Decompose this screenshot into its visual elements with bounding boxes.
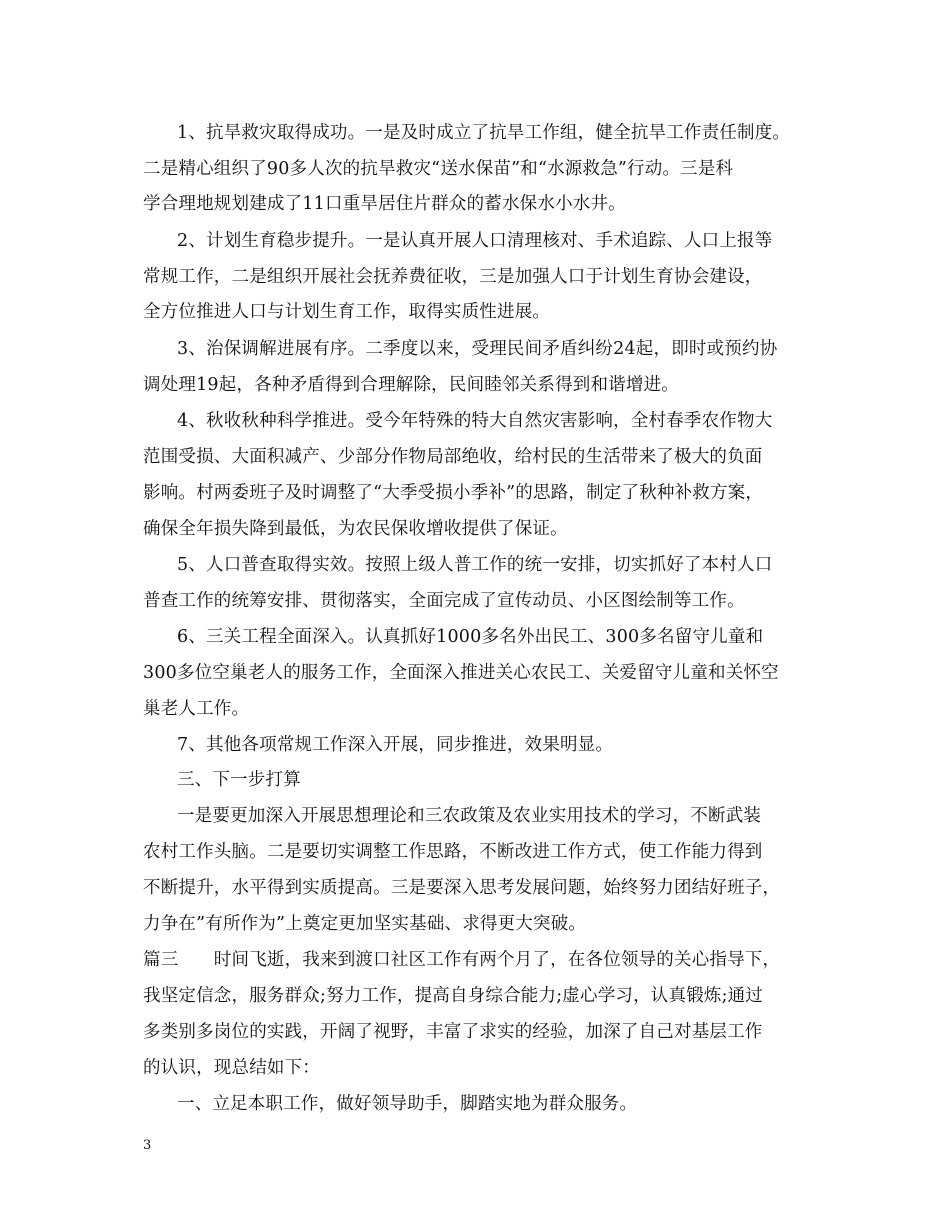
section-heading: 一、立足本职工作，做好领导助手，脚踏实地为群众服务。: [177, 1094, 638, 1114]
paragraph-line: 5、人口普查取得实效。按照上级人普工作的统一安排，切实抓好了本村人口: [177, 555, 773, 575]
paragraph-line: 6、三关工程全面深入。认真抓好1000多名外出民工、300多名留守儿童和: [177, 627, 764, 647]
paragraph-line: 力争在”有所作为”上奠定更加坚实基础、求得更大突破。: [143, 914, 587, 934]
paragraph-line: 范围受损、大面积减产、少部分作物局部绝收，给村民的生活带来了极大的负面: [143, 447, 763, 467]
paragraph-line: 确保全年损失降到最低，为农民保收增收提供了保证。: [143, 519, 568, 539]
paragraph-line: 全方位推进人口与计划生育工作，取得实质性进展。: [143, 302, 551, 322]
paragraph-line: 常规工作，二是组织开展社会抚养费征收，三是加强人口于计划生育协会建设，: [143, 267, 763, 287]
paragraph-line: 不断提升，水平得到实质提高。三是要深入思考发展问题，始终努力团结好班子，: [143, 878, 781, 898]
paragraph-line: 学合理地规划建成了11口重旱居住片群众的蓄水保水小水井。: [143, 194, 626, 214]
paragraph-line: 7、其他各项常规工作深入开展，同步推进，效果明显。: [177, 735, 614, 755]
paragraph-line: 2、计划生育稳步提升。一是认真开展人口清理核对、手术追踪、人口上报等: [177, 231, 773, 251]
paragraph-line: 300多位空巢老人的服务工作，全面深入推进关心农民工、关爱留守儿童和关怀空: [143, 663, 779, 683]
paragraph-line: 一是要更加深入开展思想理论和三农政策及农业实用技术的学习，不断武装: [177, 806, 762, 826]
paragraph-line: 4、秋收秋种科学推进。受今年特殊的特大自然灾害影响，全村春季农作物大: [177, 411, 773, 431]
paragraph-line: 二是精心组织了90多人次的抗旱救灾“送水保苗”和“水源救急”行动。三是科: [143, 159, 734, 179]
paragraph-line: 的认识，现总结如下：: [143, 1058, 320, 1078]
paragraph-line: 篇三 时间飞逝，我来到渡口社区工作有两个月了，在各位领导的关心指导下，: [143, 950, 781, 970]
page-number: 3: [143, 1138, 152, 1153]
paragraph-line: 巢老人工作。: [143, 699, 250, 719]
paragraph-line: 影响。村两委班子及时调整了“大季受损小季补”的思路，制定了秋种补救方案，: [143, 483, 764, 503]
paragraph-line: 调处理19起，各种矛盾得到合理解除，民间睦邻关系得到和谐增进。: [143, 375, 679, 395]
section-heading: 三、下一步打算: [177, 770, 301, 790]
paragraph-line: 1、抗旱救灾取得成功。一是及时成立了抗旱工作组，健全抗旱工作责任制度。: [177, 123, 791, 143]
paragraph-line: 多类别多岗位的实践，开阔了视野，丰富了求实的经验，加深了自己对基层工作: [143, 1022, 763, 1042]
paragraph-line: 我坚定信念，服务群众;努力工作，提高自身综合能力;虚心学习，认真锻炼;通过: [143, 986, 764, 1006]
paragraph-line: 普查工作的统筹安排、贯彻落实，全面完成了宣传动员、小区图绘制等工作。: [143, 591, 745, 611]
paragraph-line: 3、治保调解进展有序。二季度以来，受理民间矛盾纠纷24起，即时或预约协: [177, 339, 778, 359]
paragraph-line: 农村工作头脑。二是要切实调整工作思路，不断改进工作方式，使工作能力得到: [143, 842, 763, 862]
